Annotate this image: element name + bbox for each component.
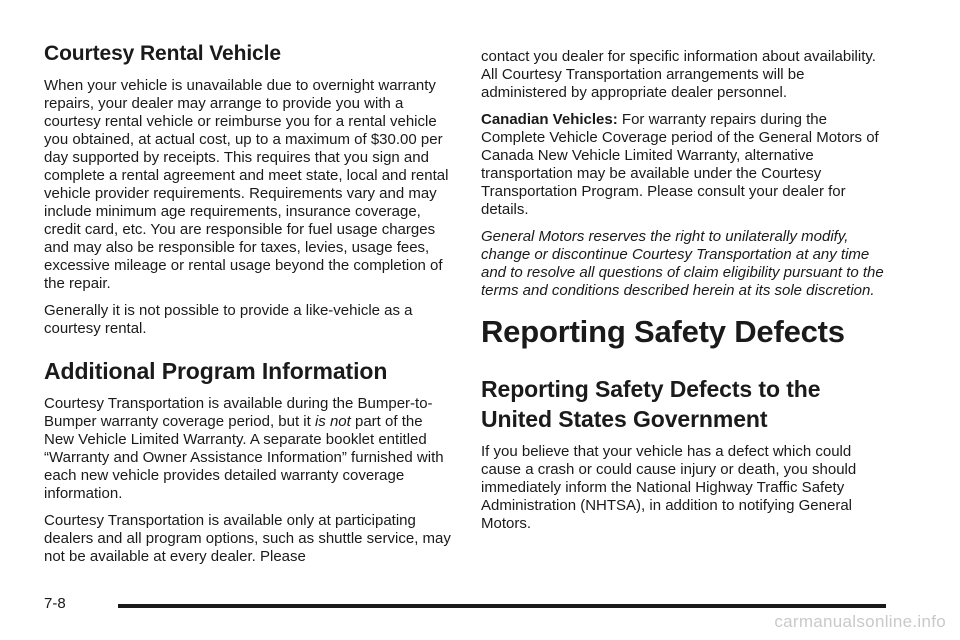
right-column [481, 48, 891, 542]
paragraph-gm-reserves-right: General Motors reserves the right to unilaterally modify, change or discontinue Courtesy Transportation at any time and to resolve all questions of claim eligibility pursuant to the terms and conditions described herein at its sole discretion. [481, 228, 884, 299]
page-number: 7-8 [44, 595, 66, 612]
left-column [44, 40, 454, 575]
watermark: carmanualsonline.info [774, 612, 946, 631]
label-canadian-vehicles: Canadian Vehicles: [481, 111, 618, 128]
heading-reporting-to-us-government: Reporting Safety Defects to the United States Government [481, 376, 821, 432]
heading-courtesy-rental-vehicle: Courtesy Rental Vehicle [44, 42, 281, 65]
emphasis-is-not: is not [314, 413, 351, 430]
text-run: For warranty repairs during the Complete Vehicle Coverage period of the General Motors of Canada New Vehicle Limited Warranty, alternative transportation may be available under the Courtesy Transportation Program. Please consult your dealer for details. [481, 111, 879, 218]
heading-reporting-safety-defects: Reporting Safety Defects [481, 314, 845, 349]
paragraph-canadian-vehicles [481, 111, 891, 219]
paragraph-contact-dealer: contact you dealer for specific information about availability. All Courtesy Transportation arrangements will be administered by appropriate dealer personnel. [481, 48, 876, 101]
heading-additional-program-information: Additional Program Information [44, 358, 388, 384]
paragraph-rental-details: When your vehicle is unavailable due to overnight warranty repairs, your dealer may arrange to provide you with a courtesy rental vehicle or reimburse you for a rental vehicle you obtained, at actual cost, up to a maximum of $30.00 per day supported by receipts. This requires that you sign and complete a rental agreement and meet state, local and rental vehicle provider requirements. Requirements vary and may include minimum age requirements, insurance coverage, credit card, etc. You are responsible for fuel usage charges and may also be responsible for taxes, levies, usage fees, excessive mileage or rental usage beyond the completion of the repair. [44, 77, 449, 292]
text-run: part of the New Vehicle Limited Warranty. A separate booklet entitled “Warranty and Owner Assistance Information” furnished with each new vehicle provides detailed warranty coverage information. [44, 413, 444, 502]
text-run: Courtesy Transportation is available during the Bumper-to-Bumper warranty coverage period, but it [44, 395, 433, 430]
paragraph-bumper-to-bumper [44, 395, 454, 503]
paragraph-like-vehicle: Generally it is not possible to provide a like-vehicle as a courtesy rental. [44, 302, 413, 337]
footer-divider [118, 604, 886, 608]
paragraph-inform-nhtsa: If you believe that your vehicle has a defect which could cause a crash or could cause injury or death, you should immediately inform the National Highway Traffic Safety Administration (NHTSA), in addition to notifying General Motors. [481, 443, 857, 532]
paragraph-participating-dealers: Courtesy Transportation is available only at participating dealers and all program options, such as shuttle service, may not be available at every dealer. Please [44, 512, 451, 565]
